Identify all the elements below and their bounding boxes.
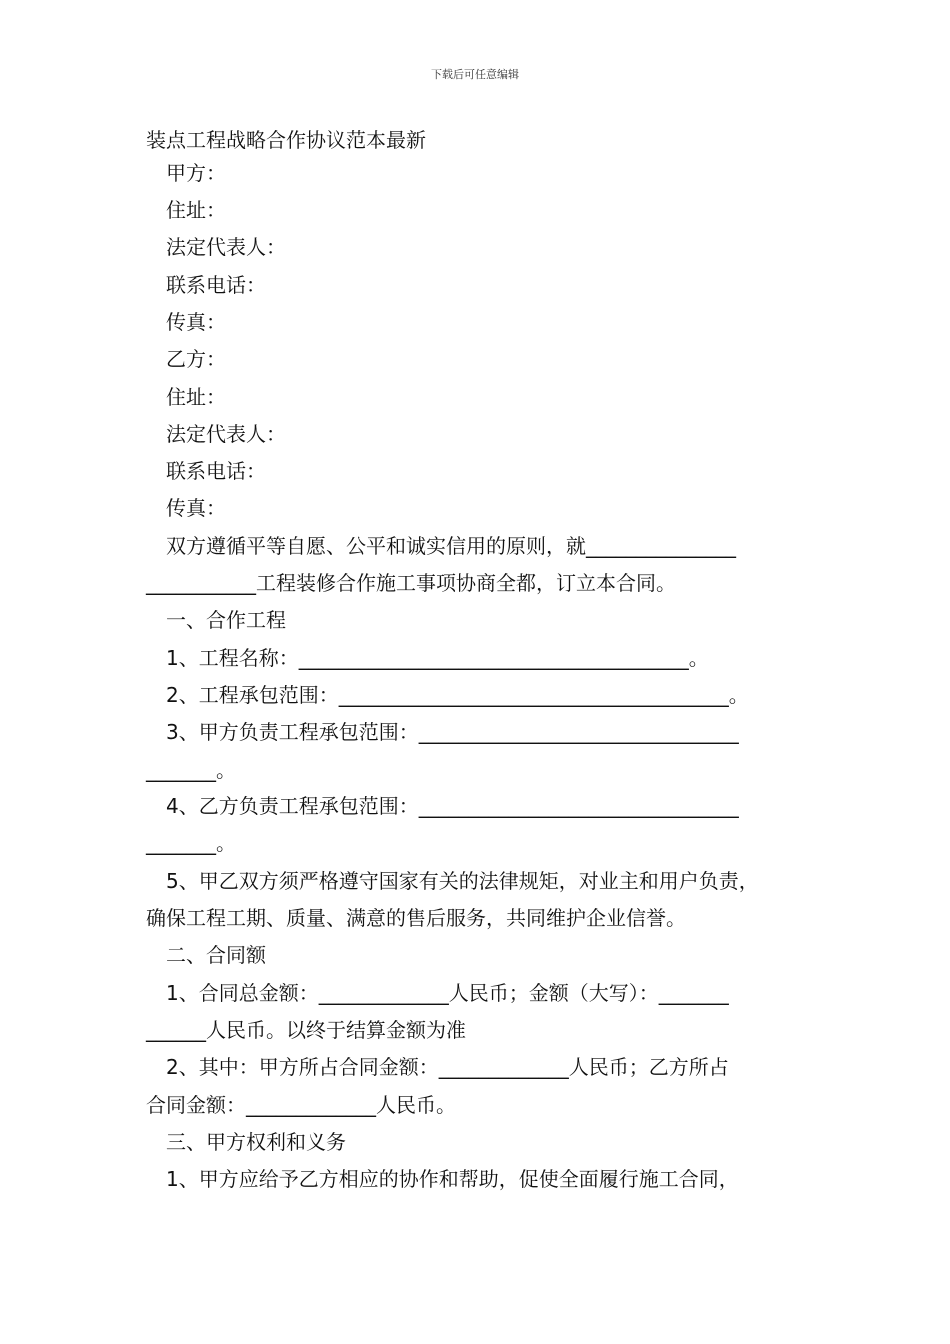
clause-2-2-line-2: 合同金额：_____________人民币。: [146, 1093, 456, 1117]
clause-1-3-line-2: _______。: [146, 758, 236, 782]
section-3-heading: 三、甲方权利和义务: [146, 1130, 346, 1154]
clause-1-5-line-2: 确保工程工期、质量、满意的售后服务，共同维护企业信誉。: [146, 906, 686, 930]
clause-3-1-line-1: 1、甲方应给予乙方相应的协作和帮助，促使全面履行施工合同，: [146, 1167, 739, 1191]
clause-2-1-line-1: 1、合同总金额：_____________人民币；金额（大写）：_______: [146, 981, 729, 1005]
preamble-line-1: 双方遵循平等自愿、公平和诚实信用的原则，就_______________: [146, 534, 736, 558]
party-a-label: 甲方：: [146, 161, 226, 185]
party-a-fax: 传真：: [146, 310, 226, 334]
clause-1-5-line-1: 5、甲乙双方须严格遵守国家有关的法律规矩，对业主和用户负责，: [146, 869, 759, 893]
page-header: 下载后可任意编辑: [431, 68, 519, 81]
clause-1-2: 2、工程承包范围：_______________________________________。: [146, 683, 749, 707]
clause-2-1-line-2: ______人民币。以终于结算金额为准: [146, 1018, 466, 1042]
party-b-fax: 传真：: [146, 496, 226, 520]
clause-1-4-line-1: 4、乙方负责工程承包范围：________________________________: [146, 794, 739, 818]
party-a-representative: 法定代表人：: [146, 235, 286, 259]
clause-1-4-line-2: _______。: [146, 831, 236, 855]
section-2-heading: 二、合同额: [146, 943, 266, 967]
party-b-label: 乙方：: [146, 347, 226, 371]
party-a-address: 住址：: [146, 198, 226, 222]
clause-2-2-line-1: 2、其中：甲方所占合同金额：_____________人民币；乙方所占: [146, 1055, 729, 1079]
party-b-representative: 法定代表人：: [146, 422, 286, 446]
party-b-phone: 联系电话：: [146, 459, 266, 483]
party-b-address: 住址：: [146, 385, 226, 409]
section-1-heading: 一、合作工程: [146, 608, 286, 632]
party-a-phone: 联系电话：: [146, 273, 266, 297]
clause-1-1: 1、工程名称：_______________________________________。: [146, 646, 709, 670]
preamble-line-2: ___________工程装修合作施工事项协商全都，订立本合同。: [146, 571, 676, 595]
document-title: 装点工程战略合作协议范本最新: [146, 128, 426, 152]
clause-1-3-line-1: 3、甲方负责工程承包范围：________________________________: [146, 720, 739, 744]
